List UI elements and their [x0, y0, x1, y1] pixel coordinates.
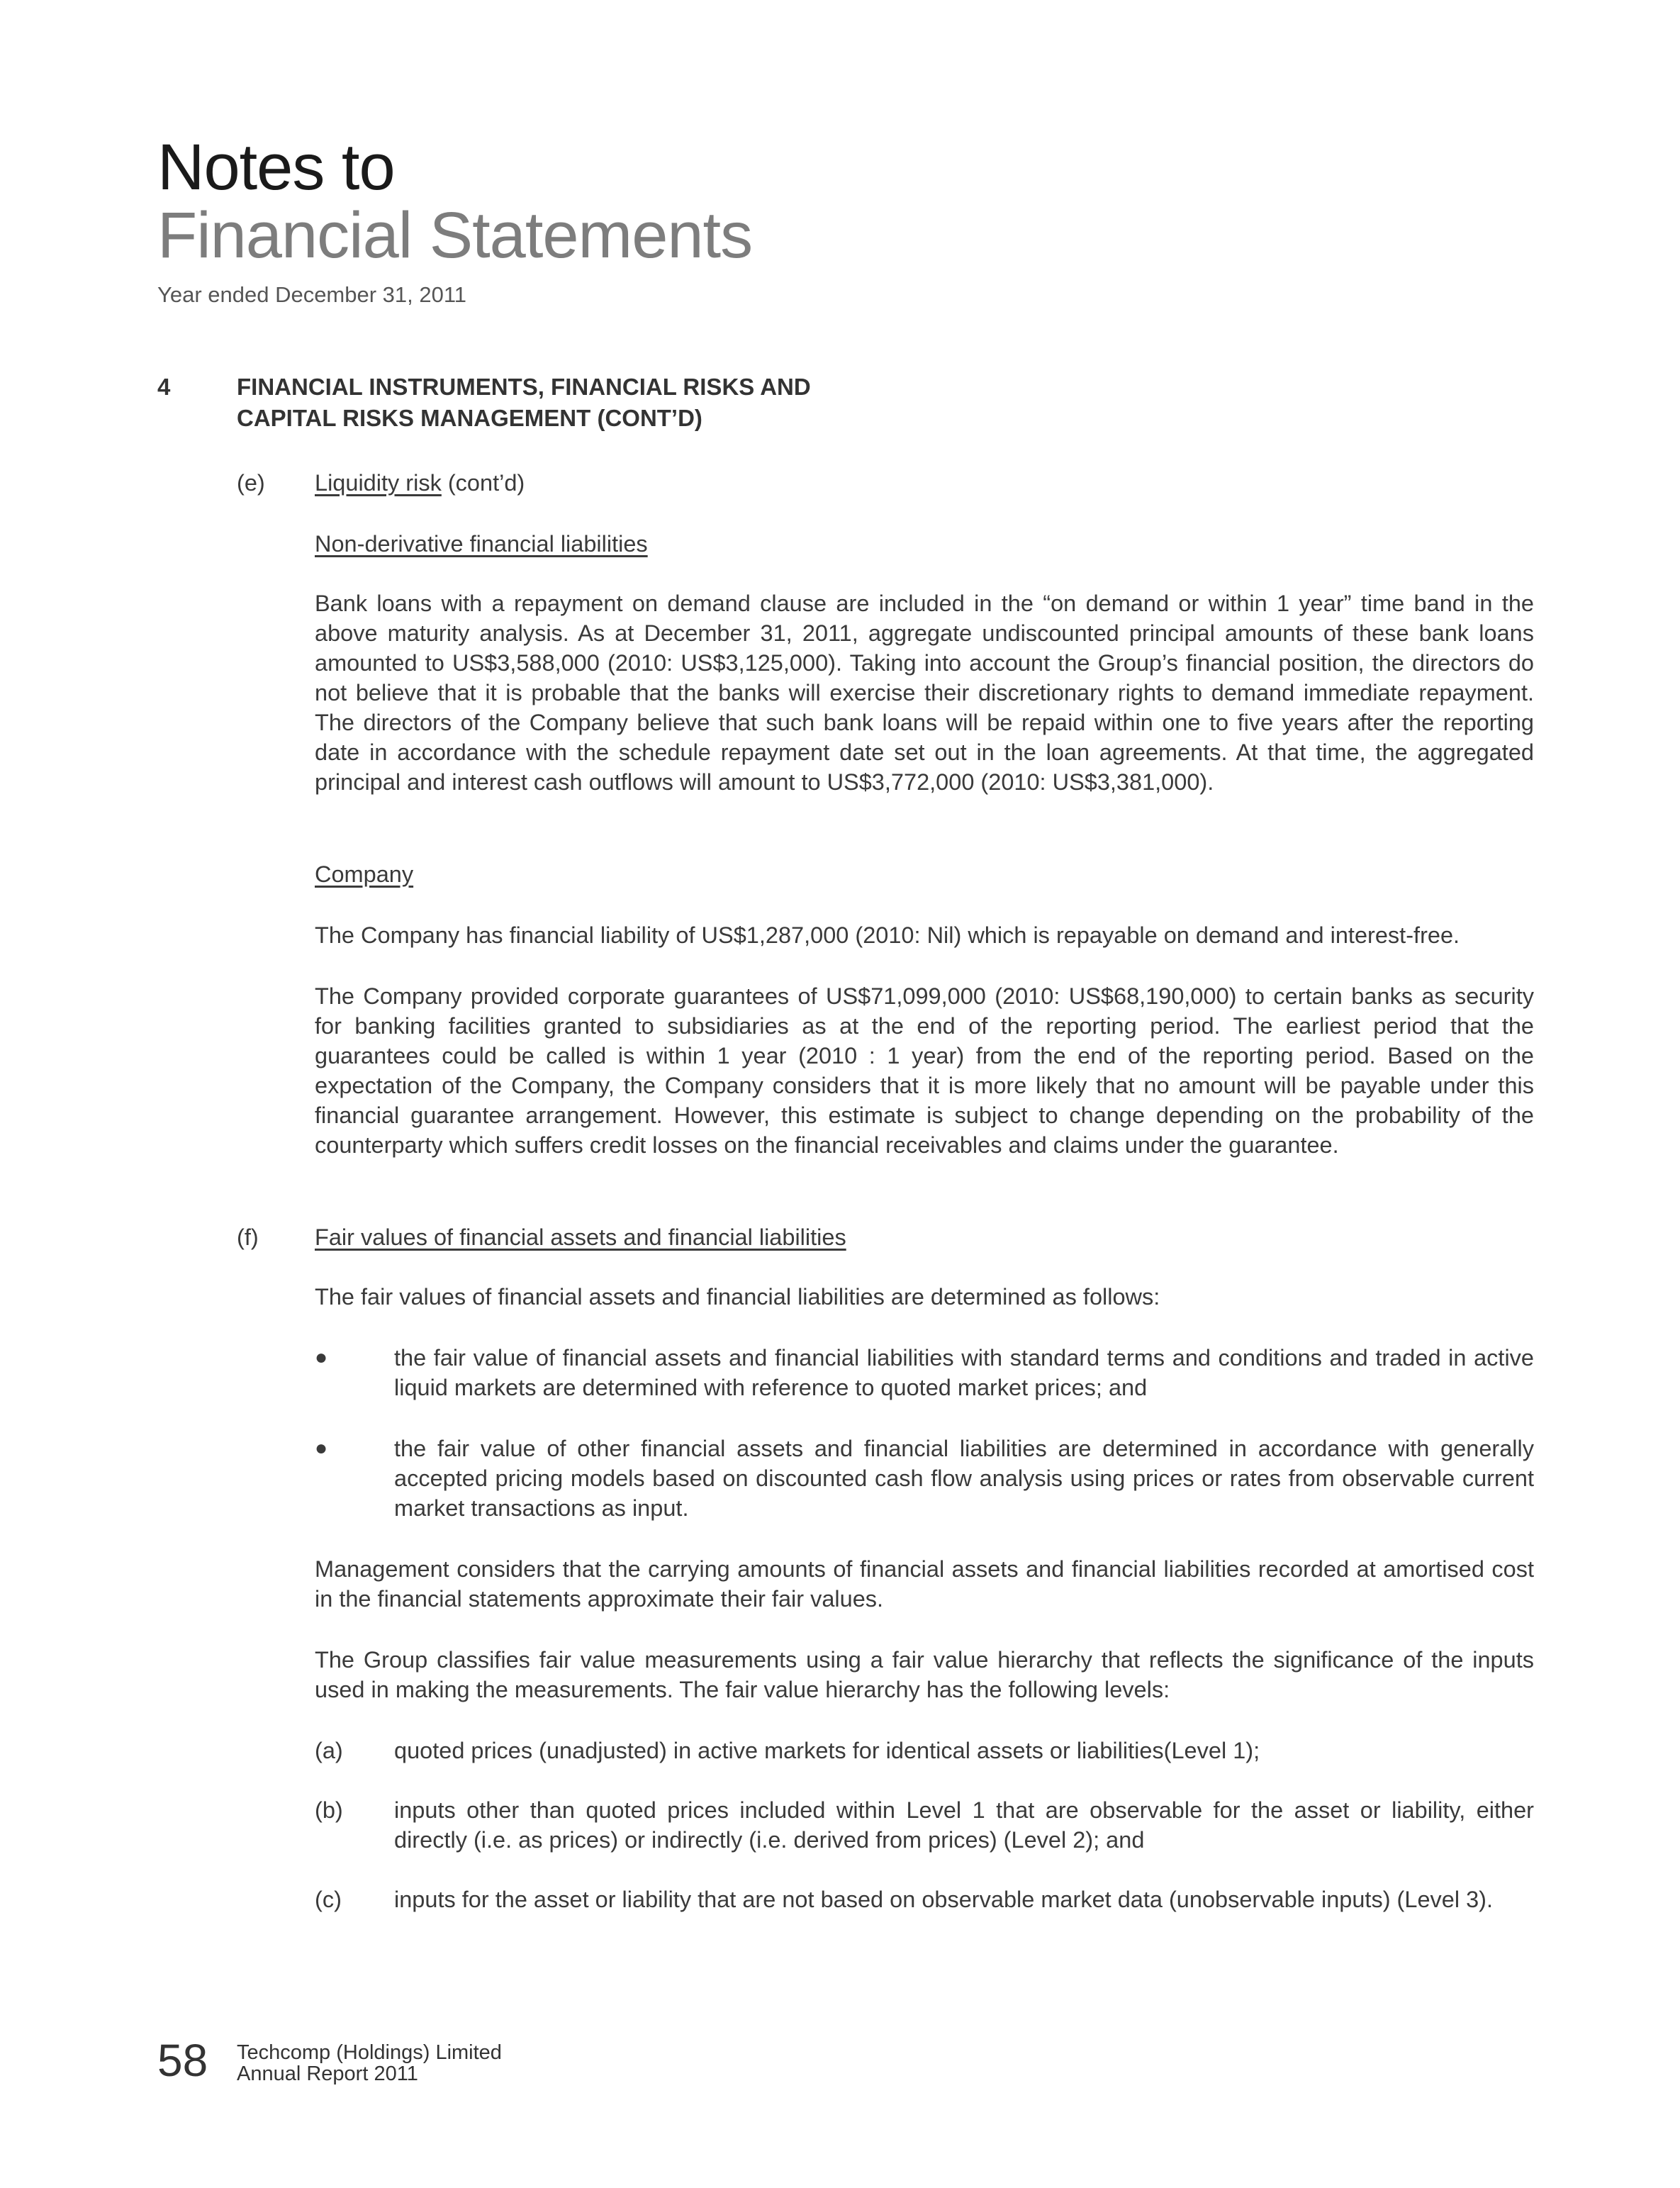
section-title-line1: FINANCIAL INSTRUMENTS, FINANCIAL RISKS AND [237, 374, 811, 400]
subsection-label-e: (e) [237, 470, 265, 496]
section-title-line2: CAPITAL RISKS MANAGEMENT (CONT’D) [237, 405, 702, 431]
section-title [237, 372, 1229, 434]
page-title: Notes to [157, 131, 395, 203]
level-label: (c) [315, 1887, 342, 1912]
company-guarantees-paragraph: The Company provided corporate guarantees of US$71,099,000 (2010: US$68,190,000) to certain banks as security for banking facilities granted to subsidiaries as at the end of the reporting period. The earliest period that the guarantees could be called is within 1 year (2010 : 1 year) from the end of the reporting period. Based on the expectation of the Company, the Company considers that it is more likely that no amount will be payable under this financial guarantee arrangement. However, this estimate is subject to change depending on the probability of the counterparty which suffers credit losses on the financial receivables and claims under the guarantee. [315, 983, 1534, 1158]
company-liability-paragraph: The Company has financial liability of US$1,287,000 (2010: Nil) which is repayable on demand and interest-free. [315, 922, 1460, 948]
page-number: 58 [157, 2035, 208, 2086]
section-number: 4 [157, 374, 171, 400]
level-item: inputs other than quoted prices included within Level 1 that are observable for the asset or liability, either directly (i.e. as prices) or indirectly (i.e. derived from prices) (Level 2); and [394, 1797, 1534, 1853]
non-derivative-heading: Non-derivative financial liabilities [315, 531, 648, 557]
footer-company: Techcomp (Holdings) Limited [237, 2041, 502, 2064]
level-item: inputs for the asset or liability that are not based on observable market data (unobservable inputs) (Level 3). [394, 1887, 1494, 1912]
company-heading: Company [315, 861, 414, 887]
liquidity-heading [315, 468, 1534, 498]
liquidity-heading-suffix: (cont’d) [441, 470, 525, 496]
level-label: (b) [315, 1797, 343, 1823]
page-subtitle: Year ended December 31, 2011 [157, 282, 467, 307]
footer-report: Annual Report 2011 [237, 2063, 418, 2085]
management-paragraph: Management considers that the carrying amounts of financial assets and financial liabilities recorded at amortised cost in the financial statements approximate their fair values. [315, 1556, 1534, 1612]
fair-values-heading [315, 1222, 1534, 1252]
page-title-secondary: Financial Statements [157, 199, 753, 272]
level-label: (a) [315, 1738, 343, 1763]
bullet-marker: ● [315, 1346, 328, 1369]
level-item: quoted prices (unadjusted) in active markets for identical assets or liabilities(Level 1); [394, 1738, 1260, 1763]
liquidity-heading-text: Liquidity risk [315, 470, 442, 496]
bullet-item: the fair value of financial assets and financial liabilities with standard terms and conditions and traded in active liquid markets are determined with reference to quoted market prices; and [394, 1345, 1534, 1400]
fair-values-intro: The fair values of financial assets and financial liabilities are determined as follows: [315, 1284, 1160, 1310]
bullet-marker: ● [315, 1436, 328, 1460]
fair-values-heading-text: Fair values of financial assets and financial liabilities [315, 1224, 846, 1250]
bullet-item: the fair value of other financial assets and financial liabilities are determined in accordance with generally accepted pricing models based on discounted cash flow analysis using prices or rates from observable current market transactions as input. [394, 1436, 1534, 1521]
hierarchy-paragraph: The Group classifies fair value measurements using a fair value hierarchy that reflects the significance of the inputs used in making the measurements. The fair value hierarchy has the following levels: [315, 1647, 1534, 1702]
subsection-label-f: (f) [237, 1224, 259, 1250]
bank-loans-paragraph: Bank loans with a repayment on demand clause are included in the “on demand or within 1 year” time band in the above maturity analysis. As at December 31, 2011, aggregate undiscounted principal amounts of these bank loans amounted to US$3,588,000 (2010: US$3,125,000). Taking into account the Group’s financial position, the directors do not believe that it is probable that the banks will exercise their discretionary rights to demand immediate repayment. The directors of the Company believe that such bank loans will be repaid within one to five years after the reporting date in accordance with the schedule repayment date set out in the loan agreements. At that time, the aggregated principal and interest cash outflows will amount to US$3,772,000 (2010: US$3,381,000). [315, 591, 1534, 795]
